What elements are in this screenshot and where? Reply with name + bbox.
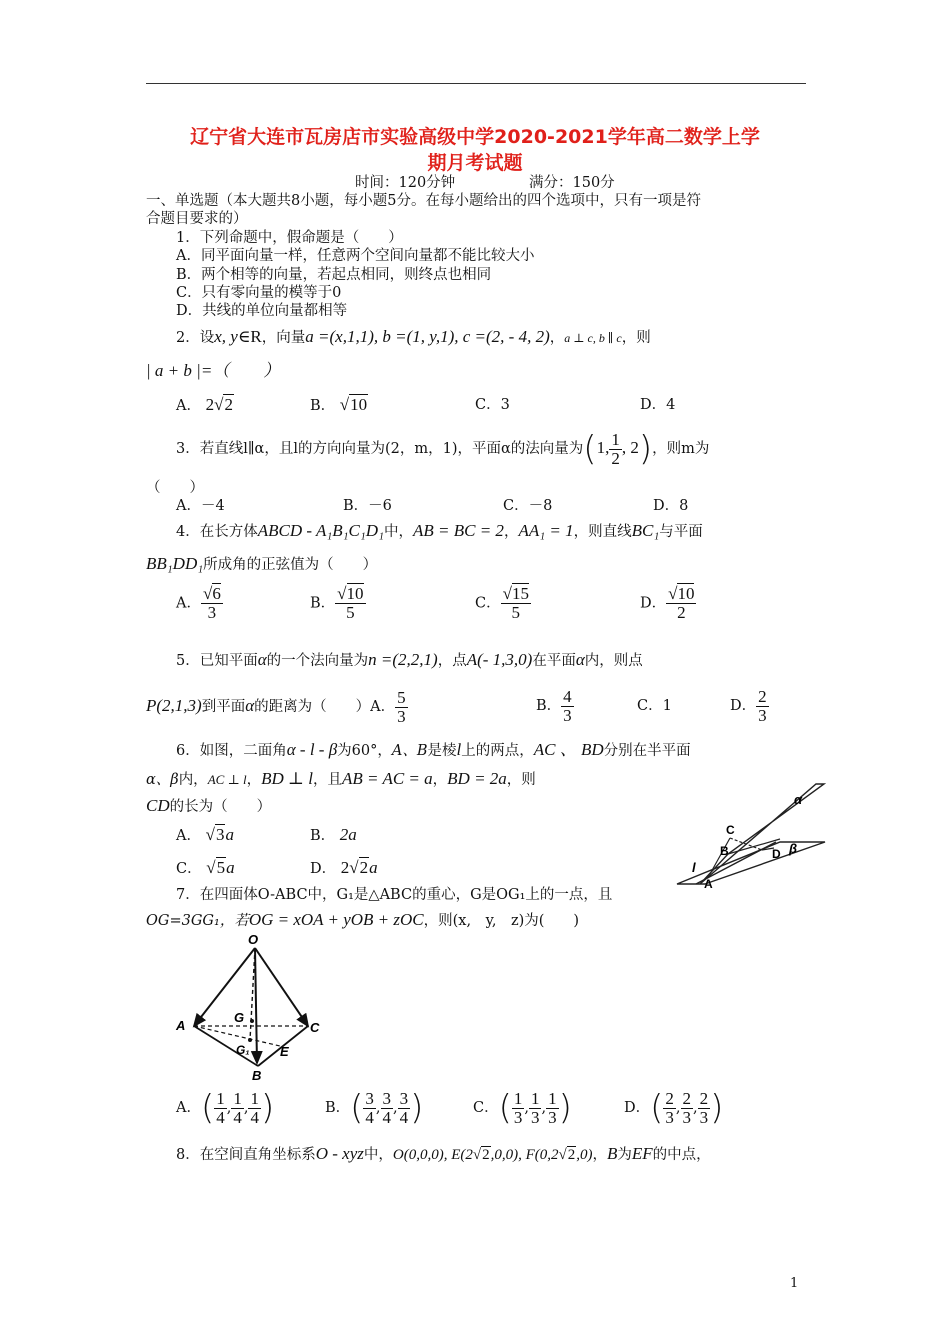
q4-stem: 4．在长方体ABCD - A₁B₁C₁D₁中，AB = BC = 2，AA₁ = 1，则直线BC₁与平面: [176, 521, 703, 540]
q7-stem-line2: OG=3GG₁，若OG = xOA + yOB + zOC，则(x, y, z)为( ): [146, 910, 580, 929]
section-heading-line1: 一、单选题（本大题共8小题，每小题5分。在每小题给出的四个选项中，只有一项是符: [146, 193, 701, 209]
section-heading-line2: 合题目要求的）: [146, 211, 248, 227]
q1-option-a: A．同平面向量一样，任意两个空间向量都不能比较大小: [176, 248, 535, 264]
q7-option-d: D．( $\frac{2}{3}$ , $\frac{2}{3}$ , $\frac{2}{3}$ ): [624, 1088, 724, 1128]
q1-option-c: C．只有零向量的模等于0: [176, 285, 342, 301]
q2-option-c: C．3: [475, 397, 510, 413]
q7-stem: 7．在四面体O-ABC中，G₁是△ABC的重心，G是OG₁上的一点，且: [176, 887, 613, 903]
q4-option-c: C． $\frac{√15}{5}$: [475, 584, 529, 622]
q3-option-b: B．－6: [343, 498, 392, 514]
fig-label-l: l: [692, 860, 696, 875]
q6-stem: 6．如图，二面角α - l - β为60°，A、B是棱l上的两点，AC 、 BD分别在半平面: [176, 740, 691, 759]
q2-stem: 2．设x, y∈R，向量a =(x,1,1), b =(1, y,1), c =(2, - 4, 2)，a ⊥ c, b ∥ c，则: [176, 327, 651, 346]
q4-option-b: B． $\frac{√10}{5}$: [310, 584, 364, 622]
q2-option-a: A． 2√2: [176, 395, 233, 414]
q3-stem: 3．若直线l∥α，且l的方向向量为(2，m，1)，平面α的法向量为(1, $\frac{1}{2}$ , 2)，则m为: [176, 429, 710, 469]
page-number: 1: [790, 1276, 799, 1291]
q2-option-d: D．4: [640, 397, 676, 413]
fig-label-g1: G₁: [236, 1043, 250, 1057]
q6-stem-line3: CD的长为（ ）: [146, 796, 272, 815]
fig-label-b: B: [252, 1068, 262, 1082]
q6-option-a: A． √3a: [176, 825, 234, 844]
q7-option-a: A．( $\frac{1}{4}$ , $\frac{1}{4}$ , $\frac{1}{4}$ ): [176, 1088, 275, 1128]
q5-stem: 5．已知平面α的一个法向量为n =(2,2,1)，点A(- 1,3,0)在平面α内，则点: [176, 650, 643, 669]
page-title-line1: 辽宁省大连市瓦房店市实验高级中学2020-2021学年高二数学上学: [190, 126, 760, 148]
fig-label-alpha: α: [794, 792, 803, 807]
q8-stem: 8．在空间直角坐标系O - xyz中，O(0,0,0), E(2√2,0,0), F(0,2√2,0)，B为EF的中点，: [176, 1144, 711, 1163]
q4-option-d: D． $\frac{√10}{2}$: [640, 584, 695, 622]
exam-score: 满分：150分: [529, 175, 615, 191]
fig-label-e: E: [280, 1044, 289, 1059]
q4-stem-cont: BB₁DD₁所成角的正弦值为（ ）: [146, 554, 378, 573]
q5-option-d: D． $\frac{2}{3}$: [730, 686, 767, 725]
q5-option-b: B． $\frac{4}{3}$: [536, 686, 572, 725]
fig-label-o: O: [248, 932, 259, 947]
q2-option-b: B． √10: [310, 395, 368, 414]
q3-option-d: D．8: [653, 498, 689, 514]
fig-label-g: G: [234, 1010, 245, 1025]
fig-label-a: A: [176, 1018, 186, 1033]
fig-label-a: A: [704, 877, 713, 891]
fig-label-beta: β: [789, 841, 798, 856]
q6-option-b: B． 2a: [310, 825, 357, 844]
fig-label-d: D: [772, 847, 781, 861]
q1-stem: 1．下列命题中，假命题是（ ）: [176, 230, 403, 246]
q6-option-c: C． √5a: [176, 858, 235, 877]
q6-stem-line2: α、β内，AC ⊥ l，BD ⊥ l，且AB = AC = a，BD = 2a，则: [146, 769, 536, 788]
q4-option-a: A． $\frac{√6}{3}$: [176, 584, 221, 622]
q1-option-d: D．共线的单位向量都相等: [176, 303, 348, 319]
q7-option-b: B．( $\frac{3}{4}$ , $\frac{3}{4}$ , $\frac{3}{4}$ ): [325, 1088, 424, 1128]
page-title-line2: 期月考试题: [427, 152, 523, 174]
top-rule: [146, 83, 806, 84]
q5-option-c: C．1: [637, 698, 672, 714]
q5-stem-cont: P(2,1,3)到平面α的距离为（ ）A． $\frac{5}{3}$: [146, 687, 406, 726]
q3-paren: （ ）: [146, 480, 204, 496]
fig-label-c: C: [310, 1020, 320, 1035]
q2-expression: | a + b |=（ ）: [146, 361, 281, 380]
q1-option-b: B．两个相等的向量，若起点相同，则终点也相同: [176, 267, 492, 283]
q3-option-a: A．－4: [176, 498, 225, 514]
fig-label-c: C: [726, 823, 735, 837]
q7-option-c: C．( $\frac{1}{3}$ , $\frac{1}{3}$ , $\frac{1}{3}$ ): [473, 1088, 572, 1128]
fig-label-b: B: [720, 844, 729, 858]
q6-option-d: D． 2√2a: [310, 858, 378, 877]
exam-time: 时间：120分钟: [355, 175, 456, 191]
tetrahedron-figure: [172, 930, 332, 1082]
q3-option-c: C．－8: [503, 498, 553, 514]
dihedral-angle-figure: [676, 780, 826, 892]
